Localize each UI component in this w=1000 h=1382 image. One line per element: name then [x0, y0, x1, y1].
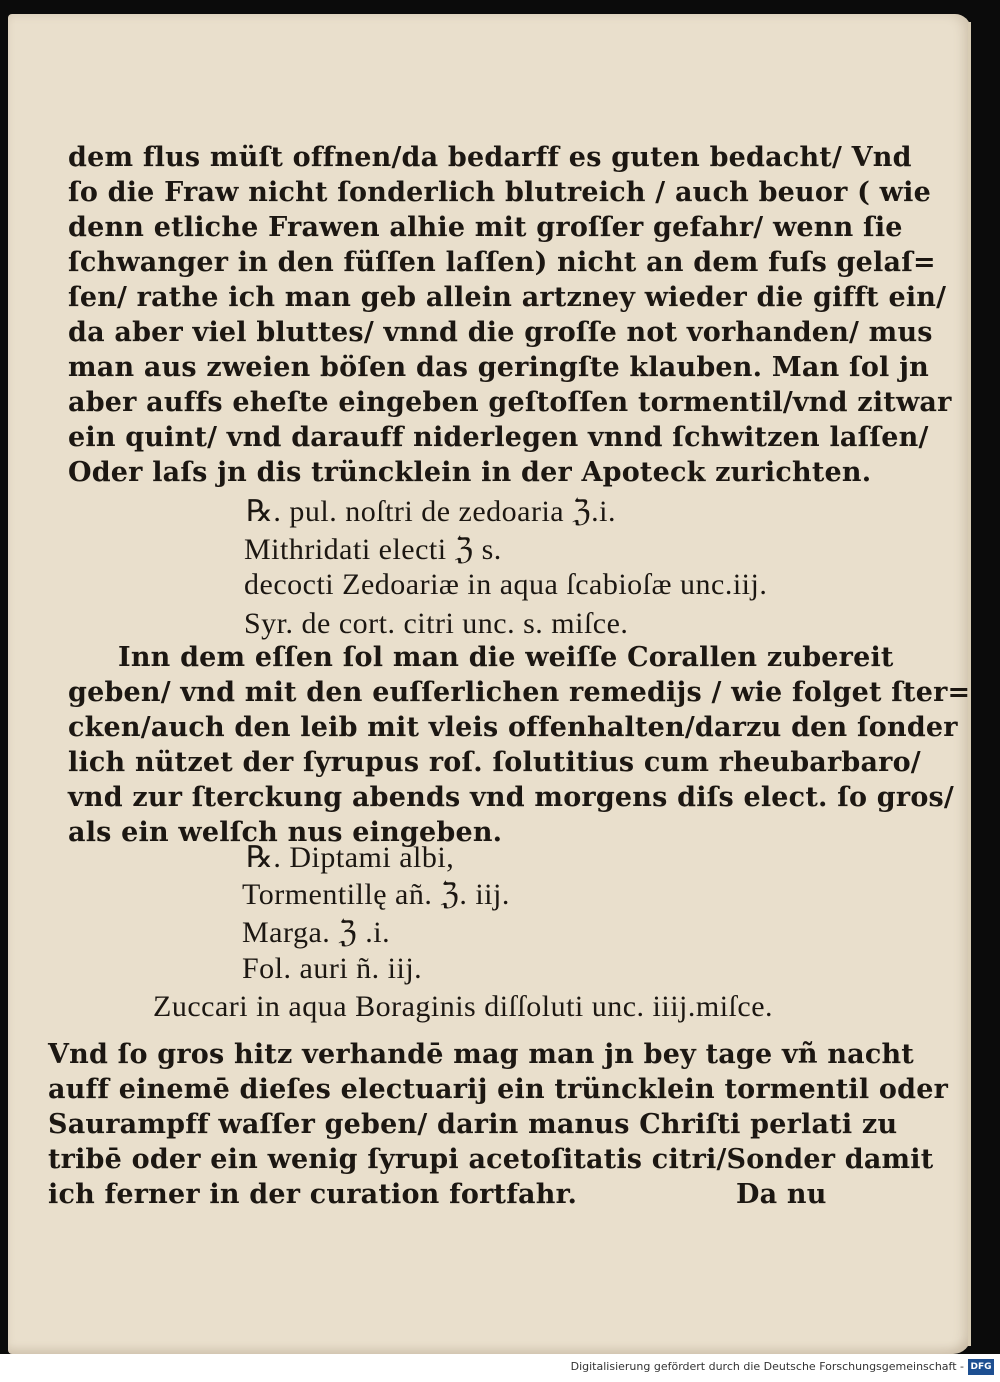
text-line: Vnd ſo gros hitz verhandē mag man jn bey tage vñ nacht: [48, 1039, 914, 1070]
text-line: dem flus müſt offnen/da bedarff es guten bedacht/ Vnd: [68, 142, 912, 173]
dfg-logo: DFG: [968, 1359, 994, 1375]
recipe-line: decocti Zedoariæ in aqua ſcabioſæ unc.iij.: [244, 568, 768, 601]
text-line: Oder laſs jn dis trüncklein in der Apoteck zurichten.: [68, 457, 872, 488]
text-line: aber auffs eheſte eingeben geſtoſſen tormentil/vnd zitwar: [68, 387, 952, 418]
text-line: als ein welſch nus eingeben.: [68, 817, 503, 848]
text-line: denn etliche Frawen alhie mit groſſer gefahr/ wenn ſie: [68, 212, 903, 243]
text-line: auff einemē dieſes electuarij ein trüncklein tormentil oder: [48, 1074, 949, 1105]
footer-bar: [0, 1354, 1000, 1382]
text-line: cken/auch den leib mit vleis offenhalten/darzu den ſonder: [68, 712, 958, 743]
book-page: [8, 14, 971, 1354]
text-line: man aus zweien böſen das geringſte klauben. Man ſol jn: [68, 352, 929, 383]
text-line: Saurampff waſſer geben/ darin manus Chriſti perlati zu: [48, 1109, 898, 1140]
page-text: [8, 14, 971, 1354]
catchword: Da nu: [736, 1179, 827, 1210]
funding-notice: Digitalisierung gefördert durch die Deutsche Forschungsgemeinschaft -: [570, 1360, 964, 1373]
recipe-line: Tormentillę añ. ℨ. iij.: [242, 878, 510, 911]
text-line: ſen/ rathe ich man geb allein artzney wieder die gifft ein/: [68, 282, 947, 313]
text-line: ſo die Fraw nicht ſonderlich blutreich / auch beuor ( wie: [68, 177, 931, 208]
recipe-line: Syr. de cort. citri unc. s. miſce.: [244, 607, 629, 640]
text-line: ein quint/ vnd darauff niderlegen vnnd ſchwitzen laſſen/: [68, 422, 929, 453]
recipe-line: Mithridati electi ℨ s.: [244, 533, 502, 566]
text-line: ſchwanger in den füſſen laſſen) nicht an dem fuſs gelaſ=: [68, 247, 936, 278]
text-line: geben/ vnd mit den euſſerlichen remedijs / wie folget ſter=: [68, 677, 971, 708]
recipe-line: Marga. ℨ .i.: [242, 916, 391, 949]
recipe-line: Fol. auri ñ. iij.: [242, 952, 423, 985]
text-line: lich nützet der ſyrupus roſ. ſolutitius cum rheubarbaro/: [68, 747, 921, 778]
recipe-line: Zuccari in aqua Boraginis diſſoluti unc. iiij.miſce.: [153, 990, 774, 1023]
text-line: tribē oder ein wenig ſyrupi acetoſitatis citri/Sonder damit: [48, 1144, 934, 1175]
text-line: vnd zur ſterckung abends vnd morgens diſs elect. ſo gros/: [68, 782, 954, 813]
recipe-line: ℞. Diptami albi,: [246, 841, 455, 874]
text-line: Inn dem eſſen ſol man die weiſſe Corallen zubereit: [118, 642, 894, 673]
recipe-line: ℞. pul. noſtri de zedoaria ℨ.i.: [246, 495, 616, 528]
text-line: da aber viel bluttes/ vnnd die groſſe not vorhanden/ mus: [68, 317, 933, 348]
text-line: ich ferner in der curation fortfahr.: [48, 1179, 578, 1210]
